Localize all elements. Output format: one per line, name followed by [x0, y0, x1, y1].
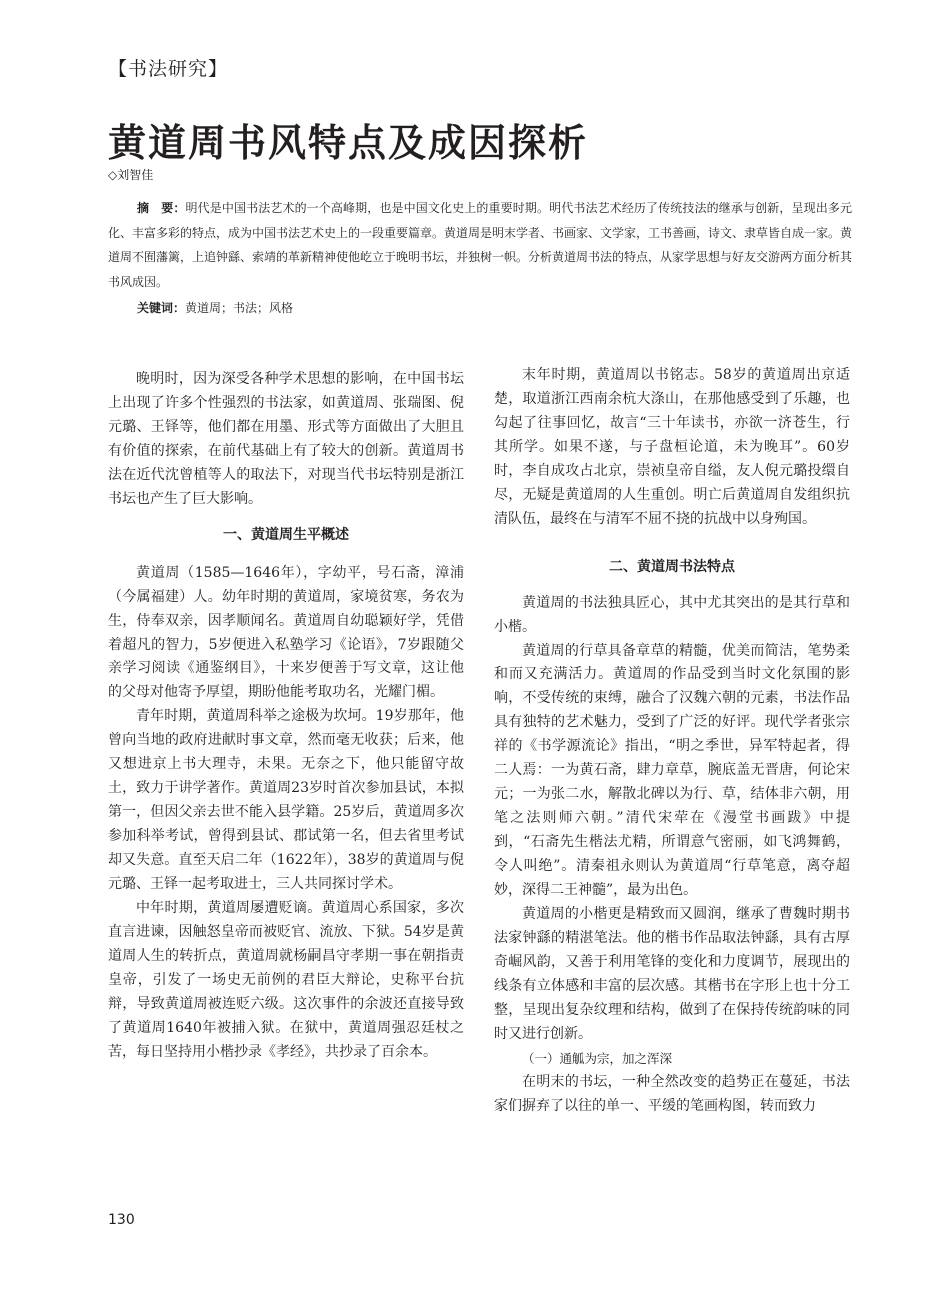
abstract-label: 摘 要： [137, 201, 186, 215]
keywords-label: 关键词： [137, 301, 186, 315]
paragraph: 黄道周的书法独具匠心，其中尤其突出的是其行草和小楷。 [494, 594, 850, 635]
section-heading-2: 二、黄道周书法特点 [609, 558, 735, 575]
paragraph: 黄道周（1585—1646年），字幼平，号石斋，漳浦（今属福建）人。幼年时期的黄道周，家境贫寒，务农为生，侍奉双亲，因孝顺闻名。黄道周自幼聪颖好学，凭借着超凡的智力，5岁便进入私塾学习《论语》，7岁跟随父亲学习阅读《通鉴纲目》，十来岁便善于写文章，这让他的父母对他寄予厚望，期盼他能考取功名，光耀门楣。 [108, 564, 464, 701]
abstract-text: 明代是中国书法艺术的一个高峰期，也是中国文化史上的重要时期。明代书法艺术经历了传统技法的继承与创新，呈现出多元化、丰富多彩的特点，成为中国书法艺术史上的一段重要篇章。黄道周是明末学者、书画家、文学家，工书善画，诗文、隶草皆自成一家。黄道周不囿藩篱，上追钟繇、索靖的革新精神使他屹立于晚明书坛，并独树一帜。分析黄道周书法的特点，从家学思想与好友交游两方面分析其书风成因。 [108, 201, 853, 289]
paragraph: 青年时期，黄道周科举之途极为坎坷。19岁那年，他曾向当地的政府进献时事文章，然而毫无收获；后来，他又想进京上书大理寺，未果。无奈之下，他只能留守故土，致力于讲学著作。黄道周23岁时首次参加县试，本拟第一，但因父亲去世不能入县学籍。25岁后，黄道周多次参加科举考试，曾得到县试、郡试第一名，但去省里考试却又失意。直至天启二年（1622年），38岁的黄道周与倪元璐、王铎一起考取进士，三人共同探讨学术。 [108, 708, 464, 893]
subsection-heading: （一）通觚为宗，加之浑深 [522, 1050, 673, 1066]
intro-paragraph: 晚明时，因为深受各种学术思想的影响，在中国书坛上出现了许多个性强烈的书法家，如黄道周、张瑞图、倪元璐、王铎等，他们都在用墨、形式等方面做出了大胆且有价值的探索，在前代基础上有了较大的创新。黄道周书法在近代沈曾植等人的取法下，对现当代书坛特别是浙江书坛也产生了巨大影响。 [108, 371, 464, 507]
author: ◇刘智佳 [108, 168, 154, 182]
paragraph: 末年时期，黄道周以书铭志。58岁的黄道周出京适楚，取道浙江西南余杭大涤山，在那他感受到了乐趣，也勾起了往事回忆，故言“三十年读书，亦欲一济苍生，行其所学。如果不遂，与子盘桓论道，未为晚耳”。60岁时，李自成攻占北京，崇祯皇帝自缢，友人倪元璐投缳自尽，无疑是黄道周的人生重创。明亡后黄道周自发组织抗清队伍，最终在与清军不屈不挠的抗战中以身殉国。 [494, 367, 850, 527]
left-column [108, 368, 464, 1065]
paragraph: 在明末的书坛，一种全然改变的趋势正在蔓延，书法家们摒弃了以往的单一、平缓的笔画构图，转而致力 [494, 1073, 850, 1114]
right-column [494, 364, 850, 1119]
section-tag: 【书法研究】 [108, 58, 229, 80]
page-number: 130 [108, 1212, 135, 1228]
keywords-text: 黄道周；书法；风格 [185, 301, 294, 315]
paragraph: 黄道周的小楷更是精致而又圆润，继承了曹魏时期书法家钟繇的精湛笔法。他的楷书作品取法钟繇，具有古厚奇崛风韵，又善于利用笔锋的变化和力度调节，展现出的线条有立体感和丰富的层次感。其楷书在字形上也十分工整，呈现出复杂纹理和结构，做到了在保持传统韵味的同时又进行创新。 [494, 906, 850, 1042]
keywords [137, 299, 293, 316]
paragraph: 中年时期，黄道周屡遭贬谪。黄道周心系国家，多次直言进谏，因触怒皇帝而被贬官、流放、下狱。54岁是黄道周人生的转折点，黄道周就杨嗣昌守孝期一事在朝指责皇帝，引发了一场史无前例的君臣大辩论，史称平台抗辩，导致黄道周被连贬六级。这次事件的余波还直接导致了黄道周1640年被捕入狱。在狱中，黄道周强忍廷杖之苦，每日坚持用小楷抄录《孝经》，共抄录了百余本。 [108, 900, 464, 1060]
paragraph: 黄道周的行草具备章草的精髓，优美而简洁，笔势柔和而又充满活力。黄道周的作品受到当时文化氛围的影响，不受传统的束缚，融合了汉魏六朝的元素，书法作品具有独特的艺术魅力，受到了广泛的好评。现代学者张宗祥的《书学源流论》指出，“明之季世，异军特起者，得二人焉：一为黄石斋，肆力章草，腕底盖无晋唐，何论宋元；一为张二水，解散北碑以为行、草，结体非六朝，用笔之法则师六朝。”清代宋荦在《漫堂书画跋》中提到，“石斋先生楷法尤精，所谓意气密丽，如飞鸿舞鹤，令人叫绝”。清秦祖永则认为黄道周“行草笔意，离夺超妙，深得二王神髓”，最为出色。 [494, 642, 850, 899]
section-heading-1: 一、黄道周生平概述 [223, 526, 349, 543]
abstract [108, 196, 852, 294]
article-title: 黄道周书风特点及成因探析 [108, 121, 589, 165]
